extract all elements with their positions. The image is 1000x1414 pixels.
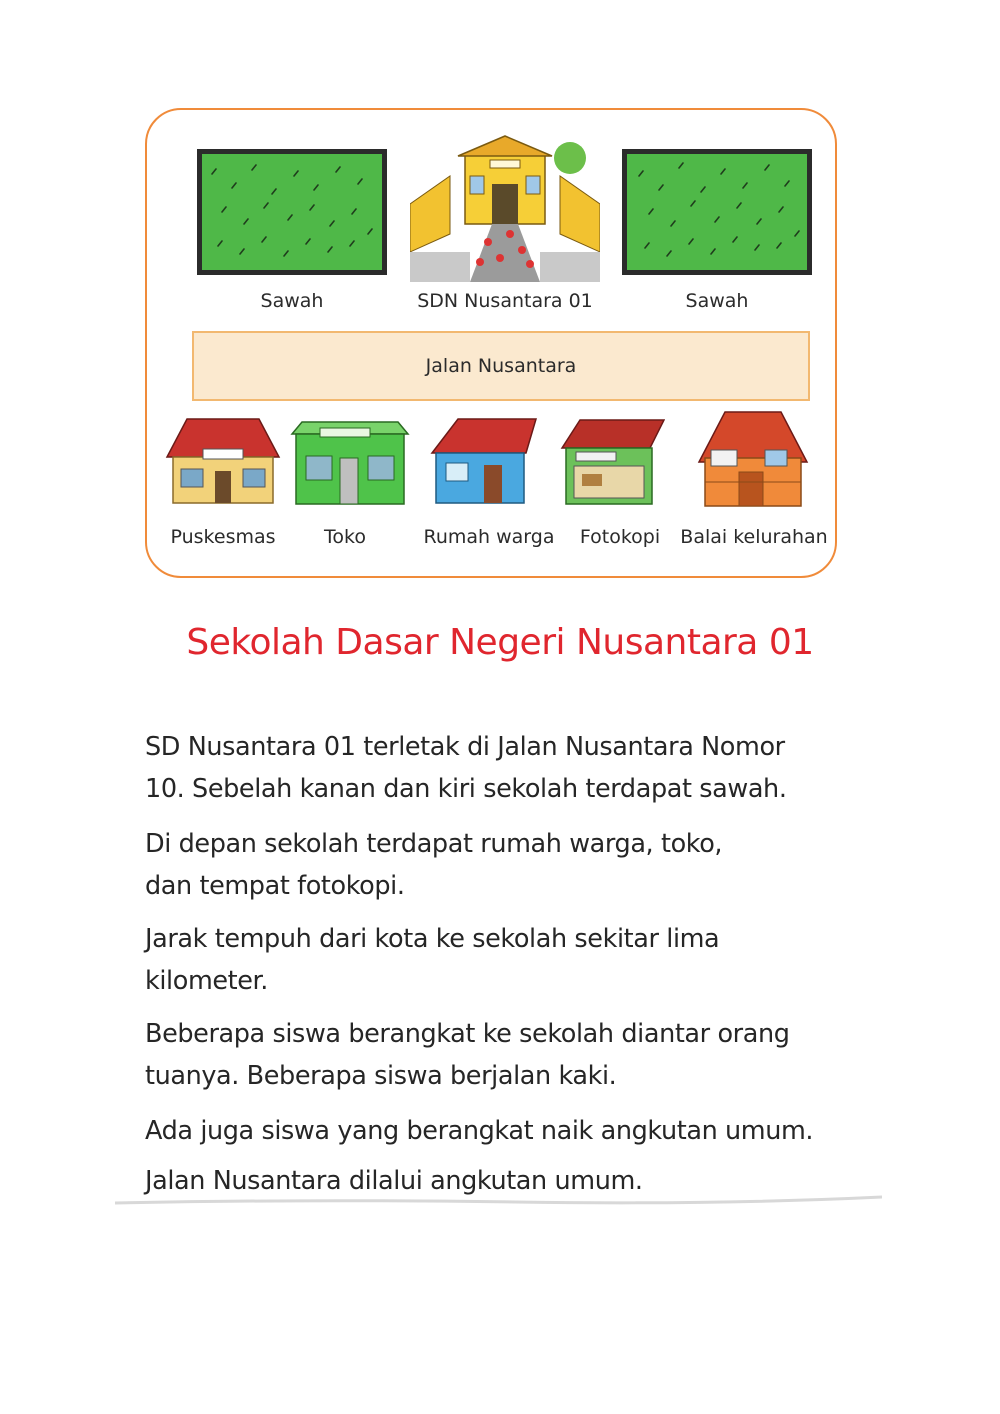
building-label-rumah-warga: Rumah warga — [423, 526, 555, 548]
paragraph-1 — [145, 726, 885, 810]
paragraph-line: tuanya. Beberapa siswa berjalan kaki. — [145, 1061, 617, 1091]
field-right-label: Sawah — [685, 290, 749, 312]
building-label-puskesmas: Puskesmas — [170, 526, 276, 548]
road-label: Jalan Nusantara — [425, 355, 577, 377]
field-left-label: Sawah — [260, 290, 324, 312]
building-label-toko: Toko — [324, 526, 366, 548]
building-label-fotokopi: Fotokopi — [579, 526, 661, 548]
page-divider — [115, 1195, 882, 1205]
shop-icon — [290, 420, 410, 505]
paragraph-3 — [145, 918, 885, 1002]
paragraph-5 — [145, 1110, 885, 1152]
paragraph-2 — [145, 823, 885, 907]
paragraph-line: Beberapa siswa berangkat ke sekolah diantar orang — [145, 1019, 790, 1049]
paragraph-line: SD Nusantara 01 terletak di Jalan Nusantara Nomor — [145, 732, 785, 762]
paragraph-line: 10. Sebelah kanan dan kiri sekolah terdapat sawah. — [145, 774, 787, 804]
rice-field-right-icon — [622, 149, 812, 275]
paragraph-4 — [145, 1013, 885, 1097]
health-center-icon — [163, 415, 283, 505]
rice-field-left-icon — [197, 149, 387, 275]
paragraph-line: Jalan Nusantara dilalui angkutan umum. — [145, 1166, 643, 1196]
paragraph-line: Jarak tempuh dari kota ke sekolah sekitar lima — [145, 924, 720, 954]
paragraph-line: kilometer. — [145, 966, 269, 996]
paragraph-line: Ada juga siswa yang berangkat naik angkutan umum. — [145, 1116, 814, 1146]
school-label: SDN Nusantara 01 — [417, 290, 593, 312]
paragraph-line: Di depan sekolah terdapat rumah warga, toko, — [145, 829, 723, 859]
road — [192, 331, 810, 401]
paragraph-line: dan tempat fotokopi. — [145, 871, 405, 901]
building-label-balai-kelurahan: Balai kelurahan — [680, 526, 828, 548]
school-building-icon — [410, 134, 600, 282]
house-icon — [428, 415, 538, 505]
photocopy-shop-icon — [560, 418, 665, 506]
village-hall-icon — [695, 410, 810, 508]
page-title: Sekolah Dasar Negeri Nusantara 01 — [186, 622, 814, 663]
